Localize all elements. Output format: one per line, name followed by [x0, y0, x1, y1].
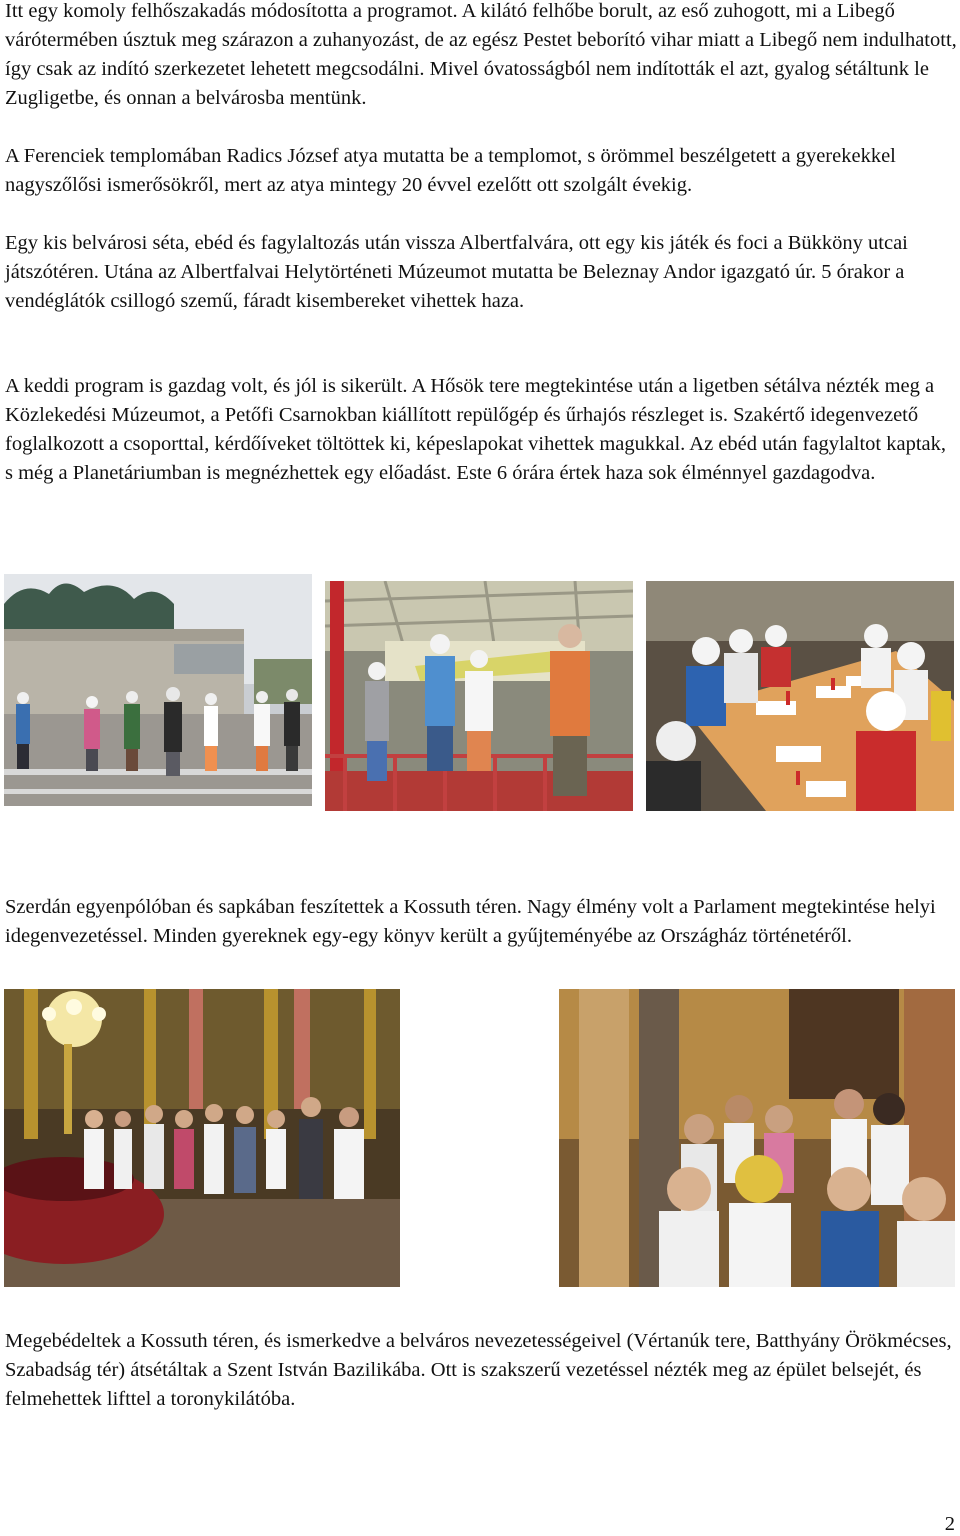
paragraph-basilica: Megebédeltek a Kossuth téren, és ismerkedve a belváros nevezetességeivel (Vértanúk tere, Batthyány Örökmécses, Szabadság tér) átsétáltak a Szent István Bazilikába. Ott is szakszerű vezetéssel nézték meg az épület belsejét, és felmehettek lifttel a toronykilátóba. — [5, 1330, 952, 1410]
paragraph-tuesday: A keddi program is gazdag volt, és jól is sikerült. A Hősök tere megtekintése után a ligetben sétálva nézték meg a Közlekedési Múzeumot, a Petőfi Csarnokban kiállított repülőgép és űrhajós részleget is. Szakértő idegenvezető foglalkozott a csoporttal, kérdőíveket töltöttek ki, képeslapokat vihettek magukkal. Az ebéd után fagylaltot kaptak, s még a Planetáriumban is megnézhettek egy előadást. Este 6 órára értek haza sok élménnyel gazdagodva. — [5, 375, 947, 484]
questionnaire-table-illustration — [646, 581, 954, 811]
transport-museum-illustration — [325, 581, 633, 811]
photo-heroes-square — [4, 574, 312, 806]
photo-parliament-group — [559, 989, 955, 1287]
paragraph-ferenciek: A Ferenciek templomában Radics József atya mutatta be a templomot, s örömmel beszélgetett a gyerekekkel nagyszőlősi ismerősökről, mert az atya mintegy 20 évvel ezelőtt ott szolgált évekig. — [5, 145, 896, 196]
parliament-dome-hall-illustration — [4, 989, 400, 1287]
paragraph-wednesday: Szerdán egyenpólóban és sapkában feszítettek a Kossuth téren. Nagy élmény volt a Parlament megtekintése helyi idegenvezetéssel. Minden gyereknek egy-egy könyv került a gyűjteményébe az Országház történetéről. — [5, 896, 936, 947]
page-number: 2 — [944, 1513, 955, 1535]
photo-parliament-dome-hall — [4, 989, 400, 1287]
heroes-square-illustration — [4, 574, 312, 806]
paragraph-albertfalva: Egy kis belvárosi séta, ebéd és fagylaltozás után vissza Albertfalvára, ott egy kis játék és foci a Bükköny utcai játszótéren. Utána az Albertfalvai Helytörténeti Múzeumot mutatta be Beleznay Andor igazgató úr. 5 órakor a vendéglátók csillogó szemű, fáradt kisembereket vihettek haza. — [5, 232, 908, 312]
paragraph-libego: Itt egy komoly felhőszakadás módosította a programot. A kilátó felhőbe borult, az eső zuhogott, mi a Libegő várótermében úsztuk meg szárazon a zuhanyozást, de az egész Pestet beborító vihar miatt a Libegő nem indulhatott, így csak az indító szerkezetet lehetett megcsodálni. Mivel óvatosságból nem indították el azt, gyalog sétáltunk le Zugligetbe, és onnan a belvárosba mentünk. — [5, 0, 957, 109]
photo-questionnaire-table — [646, 581, 954, 811]
photo-transport-museum — [325, 581, 633, 811]
parliament-group-illustration — [559, 989, 955, 1287]
